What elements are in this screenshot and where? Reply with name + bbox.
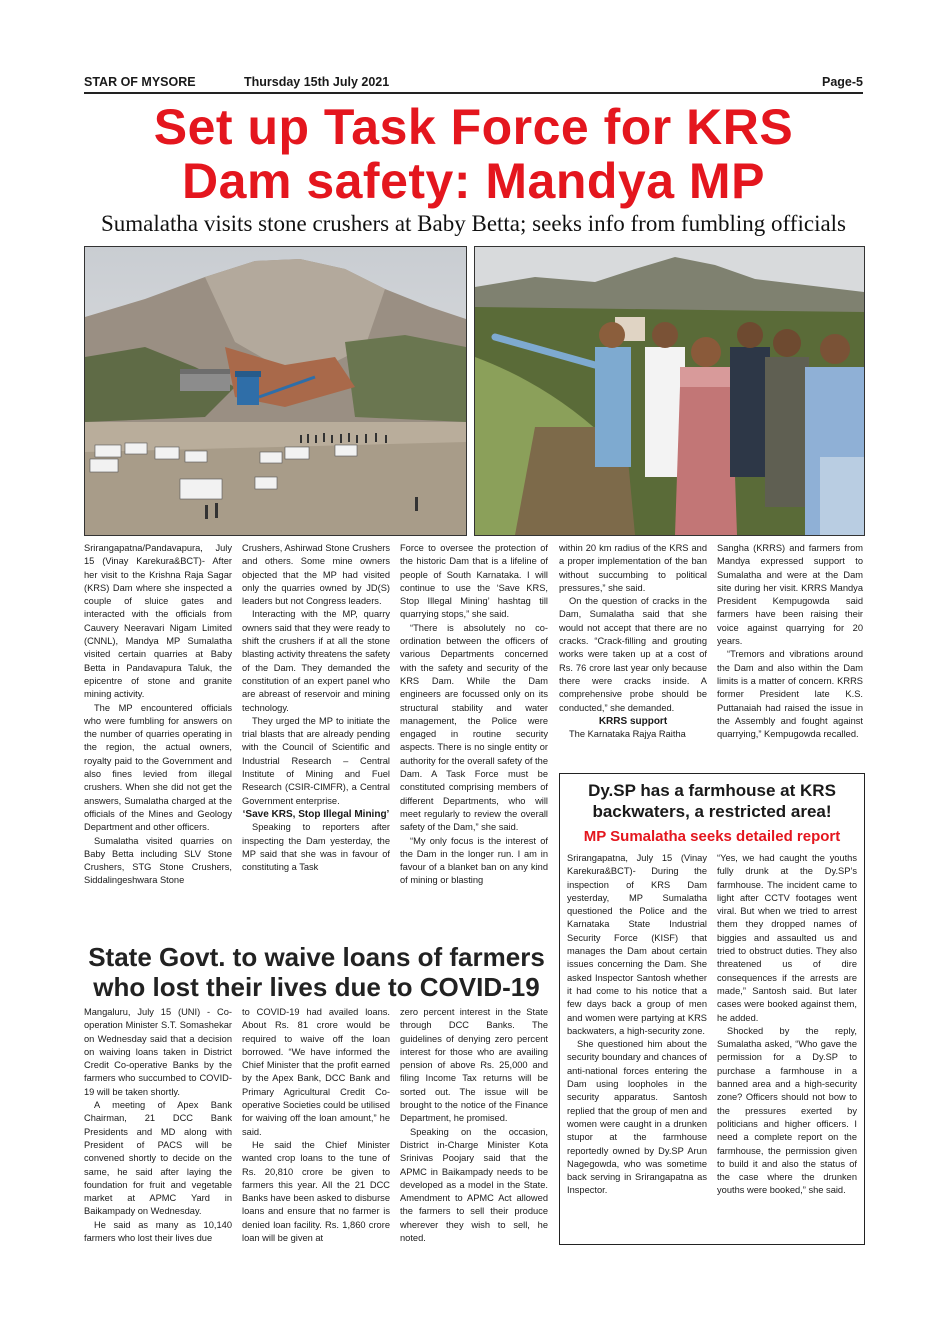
farmhouse-headline — [560, 780, 864, 822]
paragraph: On the question of cracks in the Dam, Sumalatha said that she would not accept that there are no cracks. “Crack-filling and grouting works were taken up at a cost of Rs. 76 crore last year only because there were cracks inside. A comprehensive probe should be conducted,” she demanded. — [559, 596, 707, 713]
paragraph: Interacting with the MP, quarry owners said that they were ready to shift the crushers if at all the stone blasting activity threatens the safety of the Dam. They demanded the constitution of an expert panel who are abreast of reservoir and mining technology. — [242, 609, 390, 713]
main-deck: Sumalatha visits stone crushers at Baby Betta; seeks info from fumbling officials — [100, 211, 847, 236]
paragraph: “My only focus is the interest of the Dam in the longer run. I am in favour of a blanket ban on any kind of mining or blasting — [400, 835, 548, 886]
paragraph: Srirangapatna, July 15 (Vinay Karekura&BCT)- During the inspection of KRS Dam yesterday, MP Sumalatha questioned the Police and the Karnataka State Industrial Security Force (KISF) that manages the Dam about certain issues concerning the Dam. She asked Inspector Santosh whether it had come to his notice that a few days back a group of men and women were partying at KRS backwaters, a high-security zone. — [567, 853, 707, 1036]
paragraph: “There is absolutely no co-ordination between the officers of various Departments concerned with the safety and security of the KRS Dam. While the Dam engineers are focussed only on its structural stability and water management, the Police were engaged in routine security aspects. There is no single entity or authority for the overall safety of the Dam. A Task Force must be constituted comprising members of different Departments, who will meet regularly to review the overall safety of the Dam,” she said. — [400, 622, 548, 833]
paragraph: The Karnataka Rajya Raitha — [569, 729, 686, 740]
farmhouse-headline-line2: backwaters, a restricted area! — [592, 802, 832, 821]
farmhouse-headline-line1: Dy.SP has a farmhouse at KRS — [588, 781, 836, 800]
main-story-column-2 — [242, 542, 390, 874]
paragraph: A meeting of Apex Bank Chairman, 21 DCC Bank Presidents and MD along with President of PACS will be convened shortly to decide on the same, he said after laying the foundation for fruit and vegetable market at APMC Yard in Baikampady on Wednesday. — [84, 1100, 232, 1217]
farmhouse-column-1 — [567, 852, 707, 1198]
main-headline — [84, 100, 863, 208]
page-number: Page-5 — [822, 75, 863, 89]
page-header — [84, 72, 863, 94]
paragraph: Force to oversee the protection of the historic Dam that is a lifeline of people of South Karnataka. I will continue to use the ‘Save KRS, Stop Illegal Mining’ hashtag till quarrying stops,” she said. — [400, 543, 548, 620]
paragraph: within 20 km radius of the KRS and a proper implementation of the ban without succumbing to political pressures,” she said. — [559, 543, 707, 593]
paragraph: He said the Chief Minister wanted crop loans to the tune of Rs. 20,810 crore be given to farmers this year. All the 21 DCC Banks have been asked to disburse loans and ensure that no farmer is denied loan facility. Rs. 1,860 crore loan will be given at — [242, 1139, 390, 1244]
paragraph: Crushers, Ashirwad Stone Crushers and others. Some mine owners objected that the MP had visited only the quarries owned by JD(S) leaders but not Congress leaders. — [242, 543, 390, 607]
paragraph: They urged the MP to initiate the trial blasts that are already pending with the Council of Scientific and Industrial Research – Central Institute of Mining and Fuel Research (CSIR-CIMFR), a Central Government enterprise. — [242, 715, 390, 806]
paragraph: Speaking to reporters after inspecting the Dam yesterday, the MP said that she was in favour of constituting a Task — [242, 822, 390, 873]
loans-headline-line1: State Govt. to waive loans of farmers — [88, 942, 545, 972]
quarry-photo-illustration — [85, 247, 466, 535]
paragraph: to COVID-19 had availed loans. About Rs. 81 crore would be required to waive off the loan borrowed. “We have informed the Chief Minister that the profit earned by the Apex Bank, DCC Bank and Primary Agricultural Credit Co-operative Societies could be utilised for waiving off the loan amount,” he said. — [242, 1007, 390, 1137]
farmhouse-subhead: MP Sumalatha seeks detailed report — [583, 828, 841, 845]
paragraph: Sangha (KRRS) and farmers from Mandya expressed support to Sumalatha and were at the Dam site during her visit. KRRS Mandya President Kempugowda said farmers have been raising their voice against quarrying for 20 years. — [717, 543, 863, 647]
main-story-column-1 — [84, 542, 232, 888]
loans-headline — [84, 942, 549, 1002]
paragraph: “Tremors and vibrations around the Dam and also within the Dam limits is a matter of concern. KRRS former President late K.S. Puttanaiah had raised the issue in the Assembly and fought against quarrying,” Kempugowda recalled. — [717, 649, 863, 740]
paragraph: Speaking on the occasion, District in-Charge Minister Kota Srinivas Poojary said that the APMC in Baikampady needs to be developed as a model in the State. Amendment to APMC Act allowed the farmers to sell their produce wherever they wish to sell, he noted. — [400, 1126, 548, 1244]
mp-visit-photo-illustration — [475, 247, 864, 535]
paragraph: She questioned him about the security boundary and chances of anti-national forces entering the Dam using loopholes in the security apparatus. Santosh replied that the group of men and women were caught in a drunken stupor at the farmhouse reportedly owned by Dy.SP Arun Nagegowda, who was sometime back serving in Srirangapatna as Inspector. — [567, 1039, 707, 1196]
loans-story-column-2 — [242, 1006, 390, 1245]
paragraph: The MP encountered officials who were fumbling for answers on the number of quarries operating in the region, the actual owners, royalty paid to the Government and also fines levied from illegal crushers. When she did not get the answers, Sumalatha charged at the officials of the Mines and Geology Department and other officers. — [84, 702, 232, 833]
main-story-column-3 — [400, 542, 548, 888]
loans-story-column-1 — [84, 1006, 232, 1245]
mp-visit-photo — [474, 246, 865, 536]
quarry-photo — [84, 246, 467, 536]
paragraph: Sumalatha visited quarries on Baby Betta including SLV Stone Crushers, STG Stone Crushers, Siddalingeshwara Stone — [84, 835, 232, 886]
loans-headline-line2: who lost their lives due to COVID-19 — [93, 972, 540, 1002]
issue-date: Thursday 15th July 2021 — [244, 75, 390, 89]
main-headline-line2: Dam safety: Mandya MP — [182, 153, 765, 209]
subhead: ‘Save KRS, Stop Illegal Mining’ — [242, 808, 390, 820]
loans-story-column-3 — [400, 1006, 548, 1245]
main-headline-line1: Set up Task Force for KRS — [153, 99, 794, 155]
paper-name: STAR OF MYSORE — [84, 75, 196, 89]
paragraph: Shocked by the reply, Sumalatha asked, “Who gave the permission for a Dy.SP to purchase a farmhouse in a banned area and a high-security zone? Officers should not bow to the pressures exerted by politicians and higher officers. I need a complete report on the farmhouse, the permission given to build it and also the status of the case where the drunken youths were booked,” she said. — [717, 1025, 857, 1196]
paragraph: Mangaluru, July 15 (UNI) - Co-operation Minister S.T. Somashekar on Wednesday said that a decision on waiving loans taken in District Credit Co-operative Banks by the farmers who succumbed to COVID-19 will be taken shortly. — [84, 1007, 232, 1097]
main-story-column-5 — [717, 542, 863, 741]
paragraph: Srirangapatna/Pandavapura, July 15 (Vinay Karekura&BCT)- After her visit to the Krishna Raja Sagar (KRS) Dam where she inspected a couple of sluice gates and interacted with the officials from Cauvery Neeravari Nigam Limited (CNNL), Mandya MP Sumalatha visited certain quarries at Baby Betta in Pandavapura Taluk, the epicentre of stone and granite mining activity. — [84, 543, 232, 700]
paragraph: “Yes, we had caught the youths fully drunk at the Dy.SP’s farmhouse. The incident came to light after CCTV footages went viral. But when we tried to arrest them they dropped names of biggies and assaulted us and tried to obstruct duties. They also threatened us of dire consequences if the arrests are made,” Santosh said. But later cases were booked against them, he added. — [717, 853, 857, 1023]
subhead: KRRS support — [598, 715, 668, 727]
paragraph: He said as many as 10,140 farmers who lost their lives due — [84, 1219, 232, 1244]
farmhouse-column-2 — [717, 852, 857, 1198]
main-story-column-4 — [559, 542, 707, 741]
paragraph: zero percent interest in the State through DCC Banks. The guidelines of denying zero percent interest for those who are availing pension of above Rs. 25,000 and filing Income Tax returns will be sorted out. The issue will be brought to the notice of the Finance Department, he promised. — [400, 1007, 548, 1124]
farmhouse-story-box — [559, 773, 865, 1245]
